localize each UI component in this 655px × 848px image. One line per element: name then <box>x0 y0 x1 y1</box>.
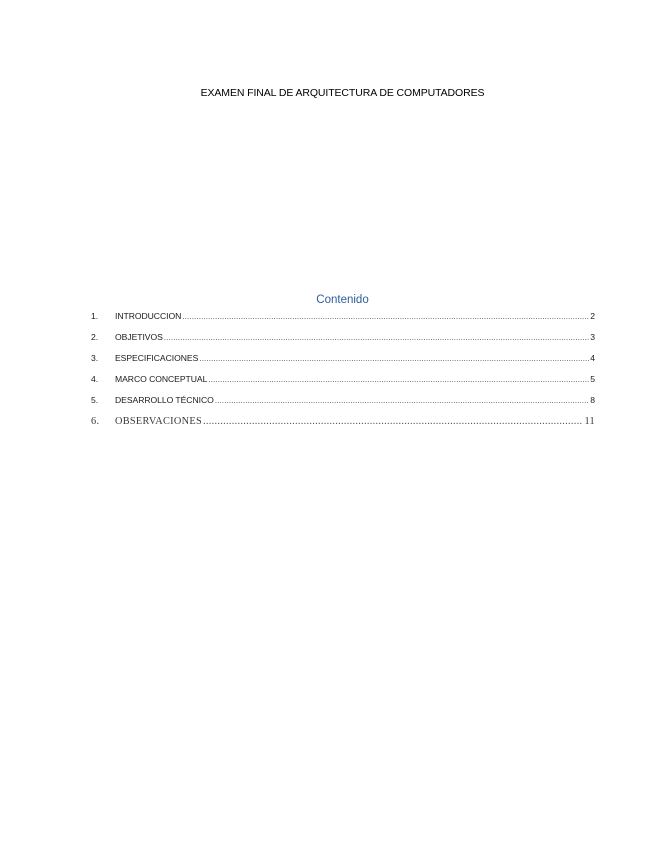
toc-entry-label: ESPECIFICACIONES <box>115 353 199 363</box>
toc-entry-label: DESARROLLO TÉCNICO <box>115 395 214 405</box>
toc-entry-number: 3. <box>91 353 99 363</box>
toc-dot-leader <box>203 416 583 427</box>
toc-entry-desarrollo-tecnico[interactable] <box>91 395 595 416</box>
toc-entry-marco-conceptual[interactable] <box>91 374 595 395</box>
toc-entry-number: 1. <box>91 311 99 321</box>
toc-entry-label: INTRODUCCION <box>115 311 182 321</box>
toc-entry-especificaciones[interactable] <box>91 353 595 374</box>
toc-entry-page: 2 <box>590 311 595 321</box>
toc-entry-page: 5 <box>590 374 595 384</box>
toc-entry-label: OBSERVACIONES <box>115 416 202 427</box>
toc-entry-number: 4. <box>91 374 99 384</box>
table-of-contents <box>91 311 595 437</box>
toc-entry-introduccion[interactable] <box>91 311 595 332</box>
toc-entry-number: 2. <box>91 332 99 342</box>
toc-entry-label: OBJETIVOS <box>115 332 163 342</box>
toc-dot-leader <box>164 332 589 342</box>
toc-entry-observaciones[interactable] <box>91 416 595 437</box>
toc-entry-number: 5. <box>91 395 99 405</box>
toc-entry-page: 11 <box>584 416 595 427</box>
toc-dot-leader <box>199 353 589 363</box>
toc-entry-page: 3 <box>590 332 595 342</box>
toc-dot-leader <box>182 311 589 321</box>
toc-entry-page: 4 <box>590 353 595 363</box>
toc-entry-objetivos[interactable] <box>91 332 595 353</box>
toc-dot-leader <box>215 395 590 405</box>
toc-entry-page: 8 <box>590 395 595 405</box>
toc-entry-number: 6. <box>91 416 100 427</box>
toc-entry-label: MARCO CONCEPTUAL <box>115 374 208 384</box>
toc-heading: Contenido <box>316 294 369 306</box>
toc-dot-leader <box>208 374 589 384</box>
document-title: EXAMEN FINAL DE ARQUITECTURA DE COMPUTADORES <box>200 87 485 99</box>
